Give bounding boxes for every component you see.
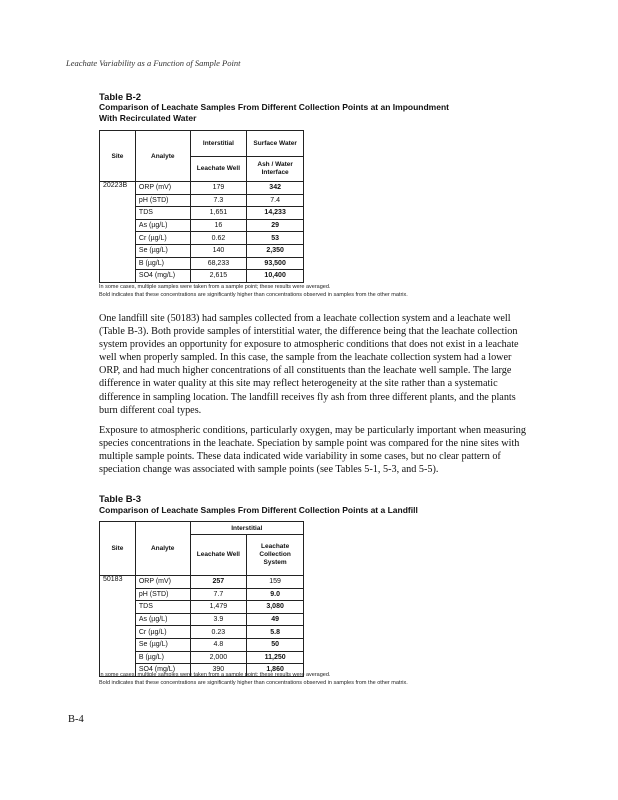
table-b2-ash-value: 7.4	[247, 194, 304, 207]
table-b2-ash-value: 14,233	[247, 207, 304, 220]
table-b2-group-surface: Surface Water	[247, 131, 304, 157]
table-b2-note	[99, 284, 408, 299]
table-b2-well-value: 0.62	[190, 232, 247, 245]
table-b2-analyte-header: Analyte	[135, 131, 190, 182]
table-b3-analyte: pH (STD)	[135, 588, 190, 601]
table-b3-note-1: In some cases, multiple samples were taken from a sample point; these results were averaged.	[99, 672, 331, 678]
table-b2-analyte: B (µg/L)	[135, 257, 190, 270]
table-b2-group-interstitial: Interstitial	[190, 131, 247, 157]
table-b3-analyte: Se (µg/L)	[135, 638, 190, 651]
table-b3-group-interstitial: Interstitial	[190, 522, 303, 535]
table-b2-well-value: 179	[190, 182, 247, 195]
table-b3-collection-value: 11,250	[247, 651, 304, 664]
table-b3-note	[99, 672, 408, 687]
paragraph-2: Exposure to atmospheric conditions, particularly oxygen, may be particularly important when measuring species concentrations in the leachate. Speciation by sample point was compared for the nine sites with multiple sample points. These data indicated wide variability in some cases, but no clear pattern of speciation change was associated with sample points (see Tables 5-1, 5-3, and 5-5).	[99, 425, 526, 476]
table-b3-analyte: Cr (µg/L)	[135, 626, 190, 639]
table-b2-ash-header: Ash / Water Interface	[247, 156, 304, 182]
table-b3-collection-value: 1,860	[247, 664, 304, 677]
table-b3-analyte: TDS	[135, 601, 190, 614]
table-b2-site-header: Site	[100, 131, 136, 182]
table-b2-title	[99, 102, 449, 124]
table-b2-ash-value: 29	[247, 219, 304, 232]
table-b3-analyte: B (µg/L)	[135, 651, 190, 664]
table-b3-well-value: 257	[190, 576, 247, 589]
table-b3-analyte: SO4 (mg/L)	[135, 664, 190, 677]
table-b2-ash-value: 93,500	[247, 257, 304, 270]
table-b3-title: Comparison of Leachate Samples From Different Collection Points at a Landfill	[99, 505, 418, 515]
table-b3-collection-value: 159	[247, 576, 304, 589]
table-b2-well-value: 16	[190, 219, 247, 232]
table-b2-well-header: Leachate Well	[190, 156, 247, 182]
table-b2-analyte: pH (STD)	[135, 194, 190, 207]
table-b3-well-value: 2,000	[190, 651, 247, 664]
table-b3-well-value: 7.7	[190, 588, 247, 601]
table-b2-title-line2: With Recirculated Water	[99, 113, 197, 123]
table-b2-label: Table B-2	[99, 92, 142, 103]
table-b2-analyte: As (µg/L)	[135, 219, 190, 232]
table-b2-analyte: TDS	[135, 207, 190, 220]
table-b2	[99, 130, 304, 283]
table-b3-note-2: Bold indicates that these concentrations are significantly higher than concentrations observed in samples from the other matrix.	[99, 679, 408, 686]
table-b2-well-value: 68,233	[190, 257, 247, 270]
table-b3-well-value: 390	[190, 664, 247, 677]
page-number: B-4	[68, 714, 84, 725]
table-b2-analyte: SO4 (mg/L)	[135, 270, 190, 283]
table-b3-site: 50183	[100, 576, 136, 677]
table-b3-analyte: As (µg/L)	[135, 613, 190, 626]
paragraph-1: One landfill site (50183) had samples collected from a leachate collection system and a leachate well (Table B-3). Both provide samples of interstitial water, the difference being that the leachate collection system provides an opportunity for exposure to atmospheric conditions that does not exist in a leachate well when properly sampled. In this case, the sample from the leachate collection system had a lower ORP, and had much higher concentrations of all constituents than the leachate well sample. The large difference in water quality at this site may reflect heterogeneity at the site rather than a systematic difference in sampling location. The landfill receives fly ash from three different plants, and the plants burn different coal types.	[99, 313, 519, 416]
table-b3-collection-header: Leachate Collection System	[247, 535, 304, 576]
table-b2-note-1: In some cases, multiple samples were taken from a sample point; these results were averaged.	[99, 284, 331, 290]
table-b2-analyte: Se (µg/L)	[135, 244, 190, 257]
table-b3-collection-value: 50	[247, 638, 304, 651]
table-b2-ash-value: 10,400	[247, 270, 304, 283]
table-b3-well-value: 0.23	[190, 626, 247, 639]
table-b2-site: 20223B	[100, 182, 136, 283]
table-b3-label: Table B-3	[99, 494, 142, 505]
table-b3-analyte: ORP (mV)	[135, 576, 190, 589]
table-b2-ash-value: 342	[247, 182, 304, 195]
table-b3-collection-value: 49	[247, 613, 304, 626]
table-b2-analyte: ORP (mV)	[135, 182, 190, 195]
table-b2-note-2: Bold indicates that these concentrations are significantly higher than concentrations observed in samples from the other matrix.	[99, 291, 408, 298]
table-b2-title-line1: Comparison of Leachate Samples From Different Collection Points at an Impoundment	[99, 102, 449, 112]
table-b3-collection-value: 3,080	[247, 601, 304, 614]
table-b3-collection-value: 5.8	[247, 626, 304, 639]
table-b2-analyte: Cr (µg/L)	[135, 232, 190, 245]
table-b3-site-header: Site	[100, 522, 136, 576]
table-b3-well-header: Leachate Well	[190, 535, 247, 576]
table-b3-well-value: 1,479	[190, 601, 247, 614]
table-b2-well-value: 140	[190, 244, 247, 257]
table-b2-well-value: 2,615	[190, 270, 247, 283]
table-b3-well-value: 4.8	[190, 638, 247, 651]
table-b2-well-value: 1,651	[190, 207, 247, 220]
table-b3-well-value: 3.9	[190, 613, 247, 626]
table-b2-ash-value: 2,350	[247, 244, 304, 257]
running-header: Leachate Variability as a Function of Sample Point	[66, 58, 241, 68]
table-b3-collection-value: 9.0	[247, 588, 304, 601]
table-b3	[99, 521, 304, 677]
table-b3-analyte-header: Analyte	[135, 522, 190, 576]
table-b2-well-value: 7.3	[190, 194, 247, 207]
table-b2-ash-value: 53	[247, 232, 304, 245]
